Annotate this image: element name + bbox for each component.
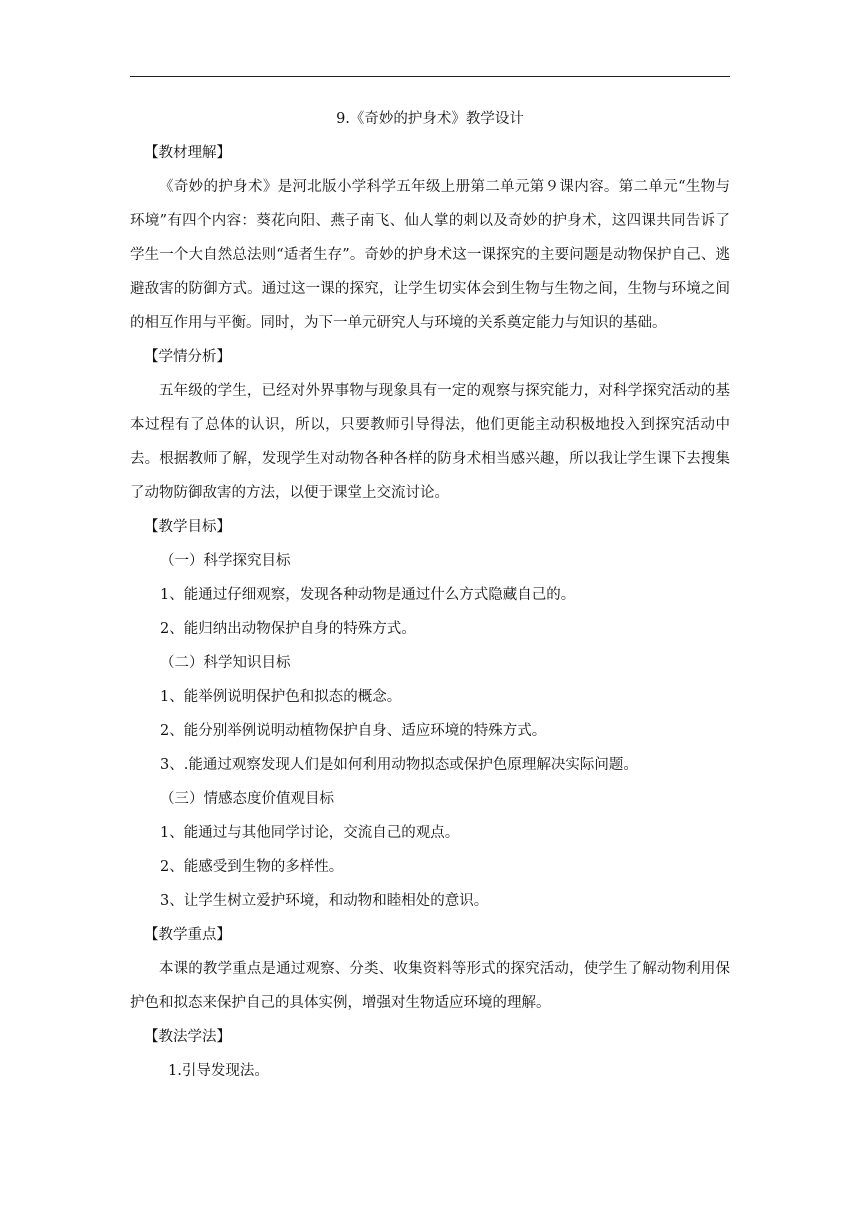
- goal-item: 1、能通过与其他同学讨论，交流自己的观点。: [160, 825, 460, 841]
- method-item: 1.引导发现法。: [168, 1063, 269, 1079]
- goal-item: 1、能举例说明保护色和拟态的概念。: [160, 689, 402, 705]
- paragraph-textbook: 《奇妙的护身术》是河北版小学科学五年级上册第二单元第９课内容。第二单元“生物与环境”有四个内容：葵花向阳、燕子南飞、仙人掌的刺以及奇妙的护身术，这四课共同告诉了学生一个大自然总法则“适者生存”。奇妙的护身术这一课探究的主要问题是动物保护自己、逃避敌害的防御方式。通过这一课的探究，让学生切实体会到生物与生物之间，生物与环境之间的相互作用与平衡。同时，为下一单元研究人与环境的关系奠定能力与知识的基础。: [130, 179, 730, 331]
- goal-item: 2、能感受到生物的多样性。: [160, 859, 344, 875]
- goal-subheading-knowledge: （二）科学知识目标: [160, 655, 291, 671]
- goal-subheading-attitude: （三）情感态度价值观目标: [160, 791, 334, 807]
- section-heading-students: 【学情分析】: [144, 349, 231, 365]
- section-heading-keypoints: 【教学重点】: [144, 927, 231, 943]
- section-heading-methods: 【教法学法】: [144, 1029, 231, 1045]
- section-heading-textbook: 【教材理解】: [144, 145, 231, 161]
- goal-item: 3、让学生树立爱护环境，和动物和睦相处的意识。: [160, 893, 489, 909]
- paragraph-keypoints: 本课的教学重点是通过观察、分类、收集资料等形式的探究活动，使学生了解动物利用保护色和拟态来保护自己的具体实例，增强对生物适应环境的理解。: [130, 961, 730, 1011]
- paragraph-students: 五年级的学生，已经对外界事物与现象具有一定的观察与探究能力，对科学探究活动的基本过程有了总体的认识，所以，只要教师引导得法，他们更能主动积极地投入到探究活动中去。根据教师了解，发现学生对动物各种各样的防身术相当感兴趣，所以我让学生课下去搜集了动物防御敌害的方法，以便于课堂上交流讨论。: [130, 383, 730, 501]
- document-body: [130, 102, 730, 1088]
- header-rule: [130, 76, 730, 77]
- goal-item: 2、能分别举例说明动植物保护自身、适应环境的特殊方式。: [160, 723, 547, 739]
- document-title: 9.《奇妙的护身术》教学设计: [336, 111, 524, 127]
- goal-item: 1、能通过仔细观察，发现各种动物是通过什么方式隐藏自己的。: [160, 587, 576, 603]
- goal-subheading-inquiry: （一）科学探究目标: [160, 553, 291, 569]
- goal-item: 2、能归纳出动物保护自身的特殊方式。: [160, 621, 416, 637]
- goal-item: 3、.能通过观察发现人们是如何利用动物拟态或保护色原理解决实际问题。: [160, 757, 638, 773]
- section-heading-goals: 【教学目标】: [144, 519, 231, 535]
